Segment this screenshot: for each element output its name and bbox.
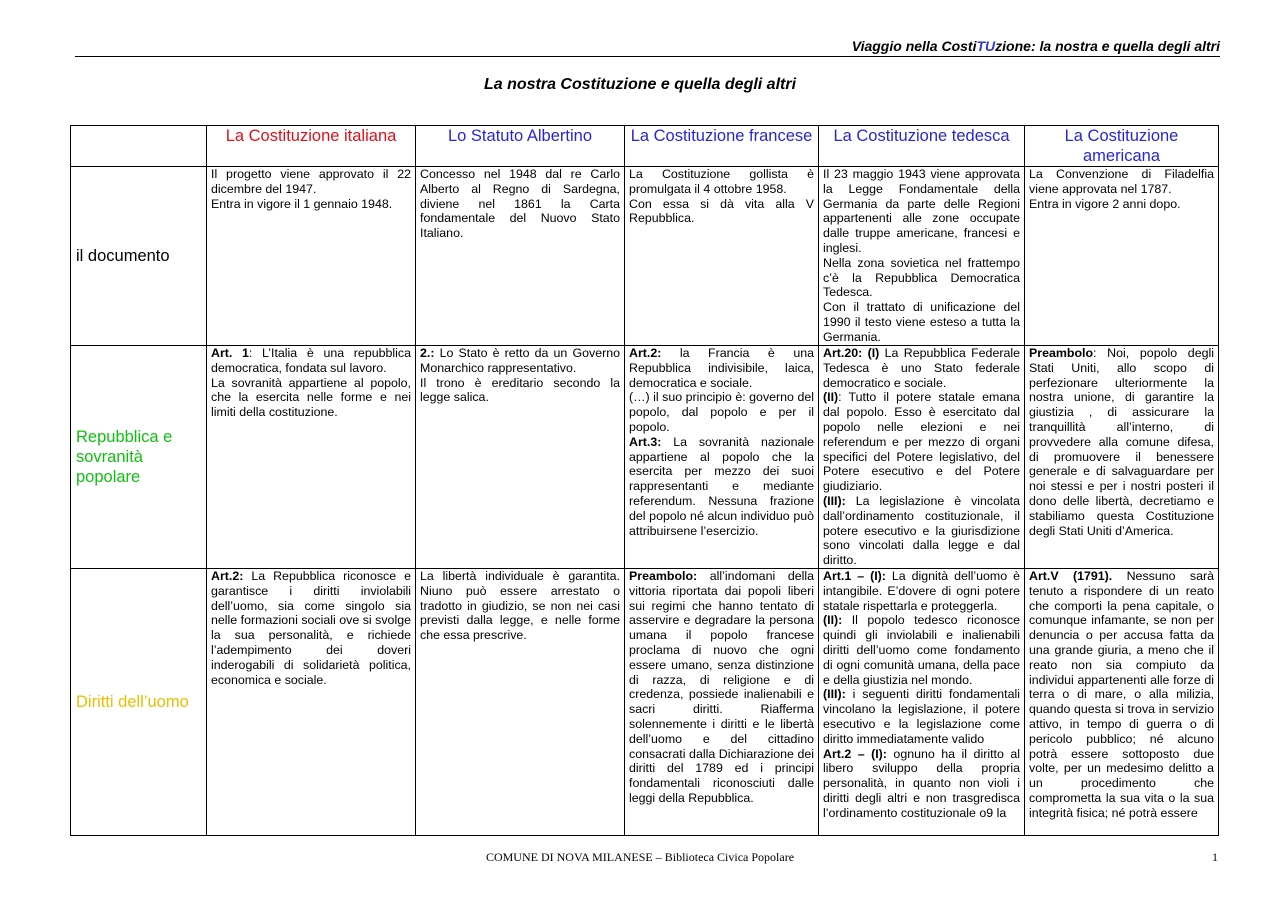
header-part3: zione: la nostra e quella degli altri xyxy=(995,38,1220,54)
cell-paragraph xyxy=(211,569,411,687)
cell-paragraph xyxy=(823,300,1020,344)
table-cell xyxy=(1025,167,1219,346)
column-header: La Costituzione francese xyxy=(625,126,819,167)
cell-paragraph xyxy=(629,569,814,806)
row-label: Repubblica e sovranità popolare xyxy=(71,346,207,569)
cell-text: La Repubblica Federale Tedesca è uno Stato federale democratico e sociale. xyxy=(823,346,1021,390)
article-ref: Art.20: (I) xyxy=(823,346,880,360)
table-cell xyxy=(819,569,1025,836)
column-header: La Costituzione italiana xyxy=(207,126,416,167)
cell-paragraph xyxy=(420,376,620,406)
table-cell xyxy=(1025,569,1219,836)
cell-paragraph xyxy=(823,167,1020,256)
column-header: La Costituzione americana xyxy=(1025,126,1219,167)
cell-text: La sovranità appartiene al popolo, che la esercita nelle forme e nei limiti della costituzione. xyxy=(211,375,411,420)
cell-text: all’indomani della vittoria riportata dai popoli liberi sui regimi che hanno tentato di asservire e degradare la persona umana il popolo francese proclama di nuovo che ogni essere umano, senza distinzione di razza, di religione e di credenza, possiede inalienabili e sacri diritti. Riafferma solennemente i diritti e le libertà dell’uomo e del cittadino consacrati dalla Dichiarazione dei diritti del 1789 ed i principi fondamentali riconosciuti dalle leggi della Repubblica. xyxy=(629,569,814,805)
cell-text: la Francia è una Repubblica indivisibile, laica, democratica e sociale. xyxy=(629,346,814,390)
article-ref: Art.V (1791). xyxy=(1029,569,1113,583)
cell-text: La dignità dell’uomo è intangibile. E’dovere di ogni potere statale rispettarla e proteggerla. xyxy=(823,569,1020,613)
table-cell xyxy=(819,346,1025,569)
cell-paragraph xyxy=(420,167,620,241)
article-ref: 2.: xyxy=(420,346,435,360)
cell-text: Lo Stato è retto da un Governo Monarchico rappresentativo. xyxy=(420,346,620,375)
column-header: Lo Statuto Albertino xyxy=(416,126,625,167)
article-ref: (III): xyxy=(823,687,846,702)
cell-paragraph xyxy=(1029,167,1214,197)
cell-paragraph xyxy=(1029,346,1214,538)
table-cell xyxy=(819,167,1025,346)
cell-paragraph xyxy=(629,390,814,434)
table-row xyxy=(71,167,1219,346)
header-highlight: TU xyxy=(976,38,996,54)
header-part1: Viaggio nella Costi xyxy=(851,38,977,54)
running-header xyxy=(75,38,1220,57)
cell-paragraph xyxy=(211,167,411,197)
cell-text: : L’Italia è una repubblica democratica, fondata sul lavoro. xyxy=(211,346,411,375)
cell-text: Il progetto viene approvato il 22 dicembre del 1947. xyxy=(211,167,411,196)
cell-text: Nessuno sarà tenuto a rispondere di un reato che comporti la pena capitale, o comunque infamante, se non per denuncia o per accusa fatta da una grande giuria, a meno che il reato non sia compiuto da individui appartenenti alle forze di terra o di mare, o alla milizia, quando questa si trova in servizio attivo, in tempo di guerra o di pericolo pubblico; né alcuno potrà essere sottoposto due volte, per un medesimo delitto a un procedimento che comprometta la sua vita o la sua integrità fisica; né potrà essere xyxy=(1029,569,1214,820)
article-ref: Preambolo: xyxy=(629,569,698,583)
cell-paragraph xyxy=(823,256,1020,300)
table-row xyxy=(71,569,1219,836)
table-cell xyxy=(1025,346,1219,569)
cell-text: (…) il suo principio è: governo del popolo, dal popolo e per il popolo. xyxy=(629,390,814,434)
cell-paragraph xyxy=(629,197,814,227)
article-ref: Art.3: xyxy=(629,434,662,449)
table-cell xyxy=(207,569,416,836)
cell-paragraph xyxy=(823,747,1020,821)
column-header: La Costituzione tedesca xyxy=(819,126,1025,167)
page-number: 1 xyxy=(1212,850,1218,864)
article-ref: (III): xyxy=(823,493,846,508)
cell-paragraph xyxy=(1029,197,1214,212)
table-cell xyxy=(416,346,625,569)
cell-paragraph xyxy=(211,376,411,420)
table-cell xyxy=(207,167,416,346)
article-ref: Art.2: xyxy=(629,346,662,360)
cell-paragraph xyxy=(823,494,1020,568)
cell-paragraph xyxy=(629,167,814,197)
article-ref: Art.2 – (I): xyxy=(823,746,887,761)
cell-text: : Tutto il potere statale emana dal popolo. Esso è esercitato dal popolo nelle elezioni e nei referendum e per mezzo di organi specifici del Potere legislativo, del Potere esecutivo e del Potere giudiziario. xyxy=(823,390,1020,494)
cell-text: Il 23 maggio 1943 viene approvata la Legge Fondamentale della Germania da parte delle Regioni appartenenti alle zone occupate dalle truppe americane, francesi e inglesi. xyxy=(823,167,1020,255)
article-ref: Preambolo xyxy=(1029,346,1094,360)
cell-text: La sovranità nazionale appartiene al popolo che la esercita per mezzo dei suoi rappresentanti e mediante referendum. Nessuna frazione del popolo né alcun individuo può attribuirsene l’esercizio. xyxy=(629,434,814,538)
cell-text: Concesso nel 1948 dal re Carlo Alberto al Regno di Sardegna, diviene nel 1861 la Carta fondamentale del Nuovo Stato Italiano. xyxy=(420,167,620,241)
cell-paragraph xyxy=(823,346,1020,390)
cell-paragraph xyxy=(823,390,1020,494)
cell-paragraph xyxy=(823,687,1020,746)
cell-text: Il trono è ereditario secondo la legge salica. xyxy=(420,375,620,405)
table-cell xyxy=(625,346,819,569)
cell-text: Con il trattato di unificazione del 1990 il testo viene esteso a tutta la Germania. xyxy=(823,300,1020,344)
cell-text: La Costituzione gollista è promulgata il 4 ottobre 1958. xyxy=(629,167,814,196)
article-ref: Art.1 – (I): xyxy=(823,569,886,583)
cell-text: : Noi, popolo degli Stati Uniti, allo scopo di perfezionare ulteriormente la nostra unione, di garantire la giustizia , di assicurare la tranquillità all’interno, di provvedere alla comune difesa, di promuovere il benessere generale e di salvaguardare per noi stessi e per i nostri posteri il dono delle libertà, decretiamo e stabiliamo questa Costituzione degli Stati Uniti d’America. xyxy=(1029,346,1214,538)
comparison-table xyxy=(70,125,1219,836)
cell-text: Con essa si dà vita alla V Repubblica. xyxy=(629,196,814,226)
cell-text: Nella zona sovietica nel frattempo c’è la Repubblica Democratica Tedesca. xyxy=(823,255,1020,300)
cell-text: ognuno ha il diritto al libero sviluppo della propria personalità, in quanto non violi i diritti degli altri e non trasgredisca l’ordinamento costituzionale o9 la xyxy=(823,746,1020,820)
table-cell xyxy=(416,167,625,346)
cell-paragraph xyxy=(1029,569,1214,821)
cell-text: La libertà individuale è garantita. Niuno può essere arrestato o tradotto in giudizio, se non nei casi previsti dalla legge, e nelle forme che essa prescrive. xyxy=(420,569,620,643)
cell-text: La legislazione è vincolata dall’ordinamento costituzionale, il potere esecutivo e la giurisdizione sono vincolati dalla legge e dal diritto. xyxy=(823,493,1020,568)
article-ref: Art.2: xyxy=(211,569,244,583)
row-label: il documento xyxy=(71,167,207,346)
document-title: La nostra Costituzione e quella degli altri xyxy=(483,76,797,93)
cell-text: Il popolo tedesco riconosce quindi gli inviolabili e inalienabili diritti dell’uomo come fondamento di ogni comunità umana, della pace e della giustizia nel mondo. xyxy=(823,613,1020,687)
cell-paragraph xyxy=(211,346,411,376)
article-ref: (II): xyxy=(823,613,843,628)
cell-paragraph xyxy=(823,569,1020,613)
cell-paragraph xyxy=(420,569,620,643)
cell-text: La Repubblica riconosce e garantisce i diritti inviolabili dell’uomo, sia come singolo sia nelle formazioni sociali ove si svolge la sua personalità, e richiede l’adempimento dei doveri inderogabili di solidarietà politica, economica e sociale. xyxy=(211,569,411,687)
row-label: Diritti dell’uomo xyxy=(71,569,207,836)
cell-paragraph xyxy=(211,197,411,212)
corner-cell xyxy=(71,126,207,167)
page-footer: COMUNE DI NOVA MILANESE – Biblioteca Civica Popolare xyxy=(485,850,795,864)
table-cell xyxy=(207,346,416,569)
article-ref: Art. 1 xyxy=(211,346,249,360)
cell-text: Entra in vigore 2 anni dopo. xyxy=(1029,196,1181,211)
table-header-row xyxy=(71,126,1219,167)
table-cell xyxy=(625,167,819,346)
cell-text: Entra in vigore il 1 gennaio 1948. xyxy=(211,196,393,211)
cell-paragraph xyxy=(420,346,620,376)
cell-paragraph xyxy=(629,435,814,539)
table-cell xyxy=(625,569,819,836)
article-ref: (II) xyxy=(823,390,839,405)
table-row xyxy=(71,346,1219,569)
cell-paragraph xyxy=(823,613,1020,687)
table-cell xyxy=(416,569,625,836)
cell-text: La Convenzione di Filadelfia viene approvata nel 1787. xyxy=(1029,167,1214,196)
cell-paragraph xyxy=(629,346,814,390)
cell-text: i seguenti diritti fondamentali vincolano la legislazione, il potere esecutivo e la legislazione come diritto immediatamente valido xyxy=(823,687,1020,746)
